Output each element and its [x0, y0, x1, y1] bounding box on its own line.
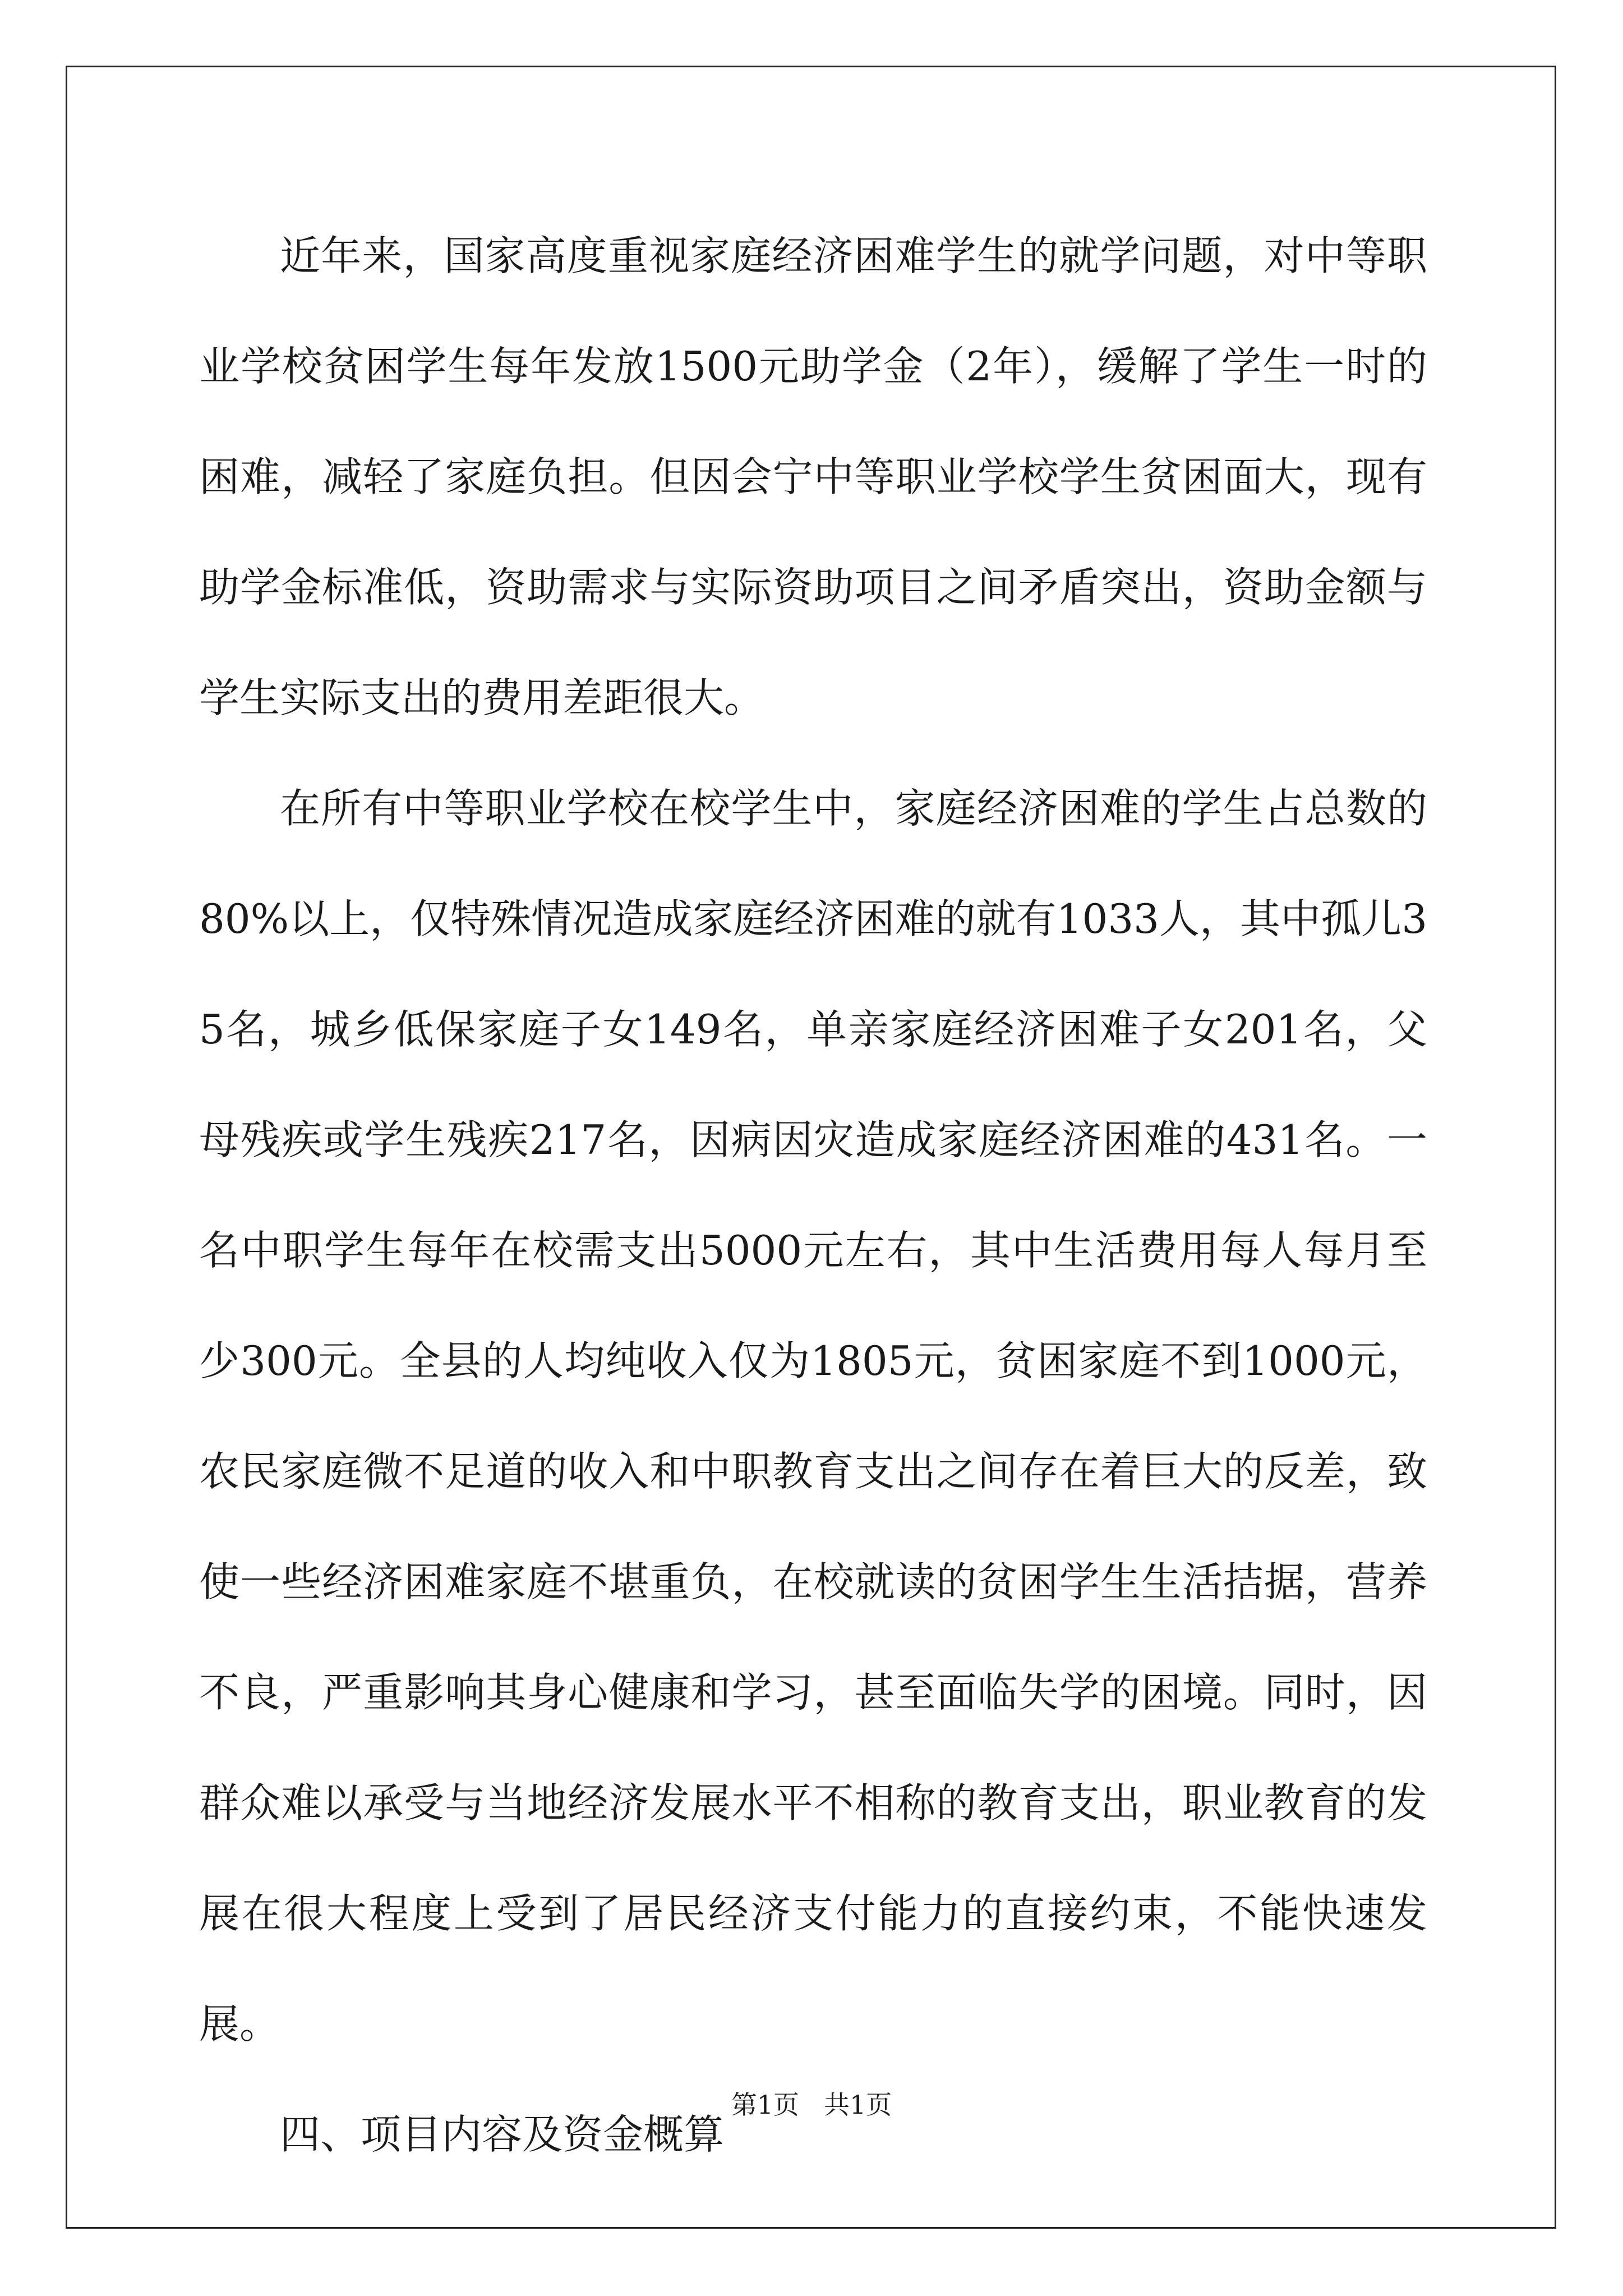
page-total: 共1页: [823, 2090, 892, 2120]
page-footer: [0, 2088, 1623, 2122]
footer-spacer: [799, 2090, 824, 2120]
paragraph-2: 在所有中等职业学校在校学生中，家庭经济困难的学生占总数的80%以上，仅特殊情况造成家庭经济困难的就有1033人，其中孤儿35名，城乡低保家庭子女149名，单亲家庭经济困难子女201名，父母残疾或学生残疾217名，因病因灾造成家庭经济困难的431名。一名中职学生每年在校需支出5000元左右，其中生活费用每人每月至少300元。全县的人均纯收入仅为1805元，贫困家庭不到1000元，农民家庭微不足道的收入和中职教育支出之间存在着巨大的反差，致使一些经济困难家庭不堪重负，在校就读的贫困学生生活拮据，营养不良，严重影响其身心健康和学习，甚至面临失学的困境。同时，因群众难以承受与当地经济发展水平不相称的教育支出，职业教育的发展在很大程度上受到了居民经济支付能力的直接约束，不能快速发展。: [199, 785, 1427, 2047]
document-body: [199, 201, 1427, 2190]
paragraph-1: 近年来，国家高度重视家庭经济困难学生的就学问题，对中等职业学校贫困学生每年发放1500元助学金（2年），缓解了学生一时的困难，减轻了家庭负担。但因会宁中等职业学校学生贫困面大，现有助学金标准低，资助需求与实际资助项目之间矛盾突出，资助金额与学生实际支出的费用差距很大。: [199, 232, 1427, 721]
page-number: 第1页: [731, 2090, 800, 2120]
section-heading: 四、项目内容及资金概算: [280, 2111, 725, 2158]
